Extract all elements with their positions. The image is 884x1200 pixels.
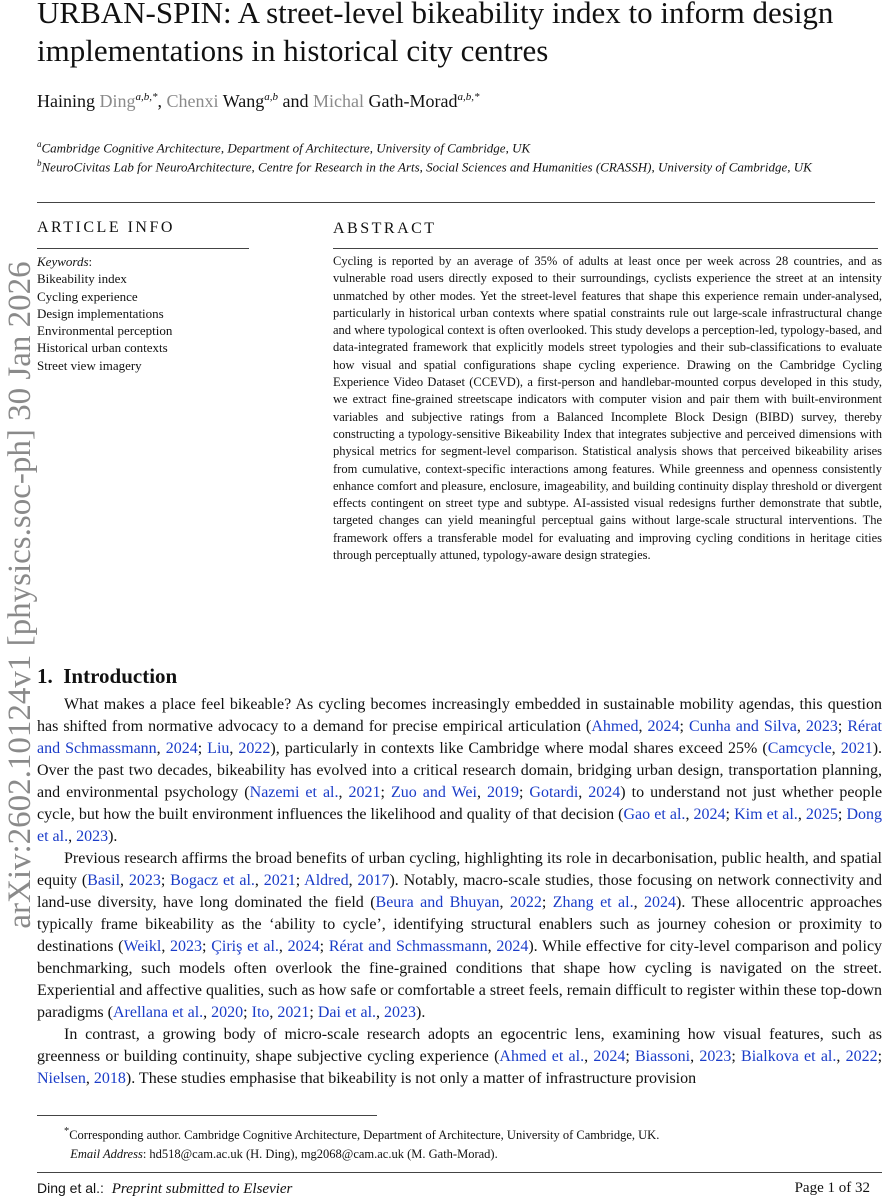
citation-link[interactable]: 2024 <box>165 740 198 757</box>
citation-link[interactable]: 2019 <box>486 784 519 801</box>
keyword: Historical urban contexts <box>37 340 168 356</box>
footnotes <box>64 1122 659 1164</box>
footer-citation: Ding et al.: Preprint submitted to Elsevier <box>37 1180 293 1197</box>
citation-link[interactable]: 2024 <box>588 784 621 801</box>
citation-link[interactable]: Zhang et al. <box>552 894 634 911</box>
affiliation-a: $^a$Cambridge Cognitive Architecture, Department of Architecture, University of Cambridge, UK <box>37 139 531 156</box>
citation-link[interactable]: Bogacz et al. <box>170 872 255 889</box>
citation-link[interactable]: Camcycle <box>767 740 832 757</box>
citation-link[interactable]: Ahmed et al. <box>499 1048 585 1065</box>
citation-link[interactable]: 2021 <box>277 1004 310 1021</box>
citation-link[interactable]: Rérat and Schmassmann <box>328 938 488 955</box>
footer-divider <box>37 1172 882 1173</box>
citation-link[interactable]: 2024 <box>644 894 677 911</box>
affiliation-b: $^b$NeuroCivitas Lab for NeuroArchitecture, Centre for Research in the Arts, Social Sciences and Humanities (CRASSH), University of Cambridge, UK <box>37 158 812 175</box>
abstract-divider <box>333 248 878 249</box>
citation-link[interactable]: 2018 <box>93 1070 126 1087</box>
author-2[interactable]: Chenxi Wang$^{a,b}$ <box>166 91 278 111</box>
corresponding-note: *Corresponding author. Cambridge Cognitive Architecture, Department of Architecture, University of Cambridge, UK. <box>64 1126 660 1143</box>
citation-link[interactable]: Basil <box>87 872 121 889</box>
citation-link[interactable]: 2023 <box>128 872 161 889</box>
citation-link[interactable]: Dai et al. <box>317 1004 377 1021</box>
citation-link[interactable]: 2023 <box>384 1004 417 1021</box>
keyword: Bikeability index <box>37 271 127 287</box>
keyword: Environmental perception <box>37 323 173 339</box>
body-text <box>37 694 882 1090</box>
email-note: Email Address: hd518@cam.ac.uk (H. Ding), mg2068@cam.ac.uk (M. Gath-Morad). <box>70 1147 498 1162</box>
section-heading: 1. Introduction <box>37 664 178 688</box>
paragraph: What makes a place feel bikeable? As cycling becomes increasingly embedded in sustainable mobility agendas, this question has shifted from normative advocacy to a demand for precise empirical articulation (Ahmed, 2024; Cunha and Silva, 2023; Rérat and Schmassmann, 2024; Liu, 2022), particularly in contexts like Cambridge where modal shares exceed 25% (Camcycle, 2021). Over the past two decades, bikeability has evolved into a critical research domain, bridging urban design, transportation planning, and environmental psychology (Nazemi et al., 2021; Zuo and Wei, 2019; Gotardi, 2024) to understand not just whether people cycle, but how the built environment influences the likelihood and quality of that decision (Gao et al., 2024; Kim et al., 2025; Dong et al., 2023). <box>37 696 883 845</box>
keyword: Design implementations <box>37 305 164 321</box>
citation-link[interactable]: 2023 <box>699 1048 732 1065</box>
citation-link[interactable]: Bialkova et al. <box>741 1048 837 1065</box>
citation-link[interactable]: 2022 <box>845 1048 878 1065</box>
citation-link[interactable]: Liu <box>207 740 230 757</box>
citation-link[interactable]: Dong et al. <box>37 806 883 845</box>
header-divider <box>37 202 875 203</box>
citation-link[interactable]: 2017 <box>357 872 390 889</box>
citation-link[interactable]: 2021 <box>348 784 381 801</box>
citation-link[interactable]: 2025 <box>805 806 838 823</box>
abstract-text: Cycling is reported by an average of 35% of adults at least once per week across 28 countries, and as vulnerable road users directly exposed to their surroundings, cyclists experience the street at an intensity unmatched by other modes. Yet the street-level features that shape this experience remain under-analysed, particularly in historical urban contexts where spatial constraints rule out large-scale infrastructural change and where typological context is often overlooked. This study develops a perception-led, typology-based, and data-integrated framework that explicitly models street typologies and their sub-classifications to evaluate how visual and spatial configurations shape cycling experience. Drawing on the Cambridge Cycling Experience Video Dataset (CCEVD), a first-person and handlebar-mounted corpus developed in this study, we extract fine-grained streetscape indicators with computer vision and pair them with built-environment variables and subjective ratings from a Balanced Incomplete Block Design (BIBD) survey, thereby constructing a typology-sensitive Bikeability Index that integrates subjective and perceived dimensions with physical metrics for segment-level comparison. Statistical analysis shows that perceived bikeability arises from cumulative, context-specific interactions among features. While greenness and openness consistently enhance comfort and pleasure, enclosure, imageability, and building continuity display threshold or divergent effects contingent on street type and subtype. AI-assisted visual redesigns further demonstrate that subtle, targeted changes can yield meaningful perceptual gains without large-scale structural interventions. The framework offers a transferable model for evaluating and improving cycling conditions in heritage cities through perceptually attuned, typology-aware design strategies. <box>333 254 882 563</box>
citation-link[interactable]: 2022 <box>509 894 542 911</box>
arxiv-id: arXiv:2602.10124v1 [physics.soc-ph] 30 Jan 2026 <box>2 261 38 929</box>
author-list: Haining Ding$^{a,b,*}$, Chenxi Wang$^{a,b}$ and Michal Gath-Morad$^{a,b,*}$ <box>37 91 480 111</box>
citation-link[interactable]: 2024 <box>496 938 529 955</box>
citation-link[interactable]: 2024 <box>693 806 726 823</box>
citation-link[interactable]: 2021 <box>263 872 296 889</box>
keywords-block: Keywords: Bikeability index Cycling experience Design implementations Environmental perception Historical urban contexts Street view imagery <box>37 254 173 373</box>
abstract-heading: ABSTRACT <box>333 220 437 237</box>
citation-link[interactable]: Rérat and Schmassmann <box>37 718 882 757</box>
article-info-divider <box>37 248 249 249</box>
citation-link[interactable]: Ahmed <box>591 718 639 735</box>
arxiv-stamp <box>2 200 38 990</box>
keywords-label: Keywords <box>37 254 89 269</box>
footnote-divider <box>37 1115 377 1116</box>
citation-link[interactable]: Cunha and Silva <box>689 718 797 735</box>
citation-link[interactable]: Aldred <box>304 872 349 889</box>
citation-link[interactable]: Weikl <box>123 938 162 955</box>
keyword: Street view imagery <box>37 357 142 373</box>
citation-link[interactable]: Gao et al. <box>623 806 686 823</box>
paper-title: URBAN-SPIN: A street-level bikeability index to inform design implementations in historical city centres <box>37 0 834 68</box>
citation-link[interactable]: Ito <box>251 1004 270 1021</box>
citation-link[interactable]: Beura and Bhuyan <box>375 894 500 911</box>
citation-link[interactable]: 2024 <box>647 718 680 735</box>
citation-link[interactable]: Zuo and Wei <box>390 784 477 801</box>
citation-link[interactable]: 2023 <box>805 718 838 735</box>
author-3[interactable]: Michal Gath-Morad$^{a,b,*}$ <box>312 91 480 111</box>
paragraph: Previous research affirms the broad benefits of urban cycling, highlighting its role in decarbonisation, public health, and spatial equity (Basil, 2023; Bogacz et al., 2021; Aldred, 2017). Notably, macro-scale studies, those focusing on network connectivity and land-use diversity, have long dominated the field (Beura and Bhuyan, 2022; Zhang et al., 2024). These allocentric approaches typically frame bikeability as the ‘ability to cycle’, identifying structural enablers such as journey cohesion or proximity to destinations (Weikl, 2023; Çiriş et al., 2024; Rérat and Schmassmann, 2024). While effective for city-level comparison and policy benchmarking, such models often overlook the fine-grained conditions that shape how cycling is navigated on the street. Experiential and affective qualities, such as how safe or comfortable a street feels, remain difficult to register within these top-down paradigms (Arellana et al., 2020; Ito, 2021; Dai et al., 2023). <box>37 850 883 1021</box>
paragraph: In contrast, a growing body of micro-scale research adopts an egocentric lens, examining how visual features, such as greenness or building continuity, shape subjective cycling experience (Ahmed et al., 2024; Biassoni, 2023; Bialkova et al., 2022; Nielsen, 2018). These studies emphasise that bikeability is not only a matter of infrastructure provision <box>37 1026 883 1087</box>
citation-link[interactable]: Kim et al. <box>734 806 798 823</box>
citation-link[interactable]: 2023 <box>170 938 203 955</box>
citation-link[interactable]: Biassoni <box>635 1048 691 1065</box>
citation-link[interactable]: 2024 <box>287 938 320 955</box>
citation-link[interactable]: 2024 <box>593 1048 626 1065</box>
page-number: Page 1 of 32 <box>794 1180 870 1196</box>
citation-link[interactable]: Nazemi et al. <box>249 784 339 801</box>
citation-link[interactable]: 2020 <box>211 1004 244 1021</box>
citation-link[interactable]: Gotardi <box>529 784 579 801</box>
author-1[interactable]: Haining Ding$^{a,b,*}$ <box>37 91 158 111</box>
keyword: Cycling experience <box>37 288 138 304</box>
citation-link[interactable]: Nielsen <box>37 1070 86 1087</box>
citation-link[interactable]: 2023 <box>76 828 109 845</box>
citation-link[interactable]: Çiriş et al. <box>211 938 279 955</box>
article-info-heading: ARTICLE INFO <box>37 219 175 236</box>
citation-link[interactable]: Arellana et al. <box>112 1004 204 1021</box>
citation-link[interactable]: 2021 <box>840 740 873 757</box>
citation-link[interactable]: 2022 <box>238 740 271 757</box>
